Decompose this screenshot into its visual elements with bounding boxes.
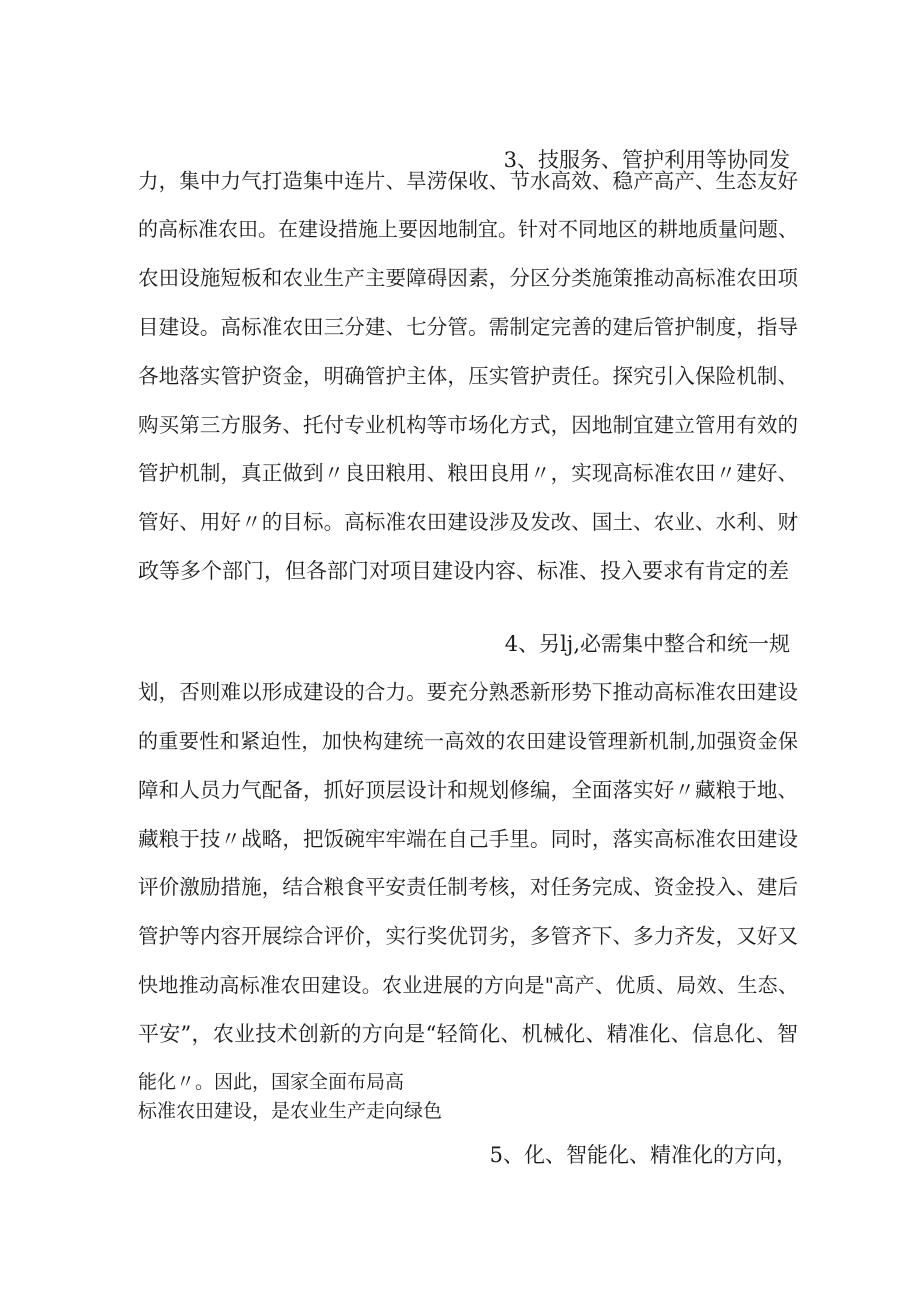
paragraph-line: 管护机制，真正做到〃良田粮用、粮田良用〃，实现高标准农田〃建好、	[138, 461, 798, 485]
paragraph-line: 购买第三方服务、托付专业机构等市场化方式，因地制宜建立管用有效的	[138, 413, 798, 437]
section-4-heading: 4、另lj,必需集中整合和统一规	[504, 632, 790, 656]
paragraph-line: 快地推动高标准农田建设。农业进展的方向是"高产、优质、局效、生态、	[138, 973, 798, 997]
paragraph-line: 农田设施短板和农业生产主要障碍因素，分区分类施策推动高标准农田项	[138, 266, 798, 290]
paragraph-line: 平安”，农业技术创新的方向是“轻简化、机械化、精准化、信息化、智	[138, 1022, 798, 1046]
paragraph-line: 政等多个部门，但各部门对项目建设内容、标准、投入要求有肯定的差	[138, 559, 789, 583]
section-3-heading: 3、技服务、管护利用等协同发	[503, 148, 790, 172]
paragraph-line: 的高标准农田。在建设措施上要因地制宜。针对不同地区的耕地质量问题、	[138, 217, 798, 241]
section-5-heading: 5、化、智能化、精准化的方向，	[489, 1143, 797, 1167]
paragraph-line: 的重要性和紧迫性，加快构建统一高效的农田建设管理新机制,加强资金保	[138, 729, 798, 753]
paragraph-line: 目建设。高标准农田三分建、七分管。需制定完善的建后管护制度，指导	[138, 315, 798, 339]
paragraph-line: 障和人员力气配备，抓好顶层设计和规划修编，全面落实好〃藏粮于地、	[138, 778, 798, 802]
paragraph-line: 力，集中力气打造集中连片、旱涝保收、节水高效、稳产高产、生态友好	[138, 169, 798, 193]
paragraph-line: 标准农田建设，是农业生产走向绿色	[138, 1100, 443, 1122]
paragraph-line: 划，否则难以形成建设的合力。要充分熟悉新形势下推动高标准农田建设	[138, 680, 798, 704]
paragraph-line: 管护等内容开展综合评价，实行奖优罚劣，多管齐下、多力齐发，又好又	[138, 924, 798, 948]
paragraph-line: 藏粮于技〃战略，把饭碗牢牢端在自己手里。同时，落实高标准农田建设	[138, 827, 798, 851]
paragraph-line: 评价激励措施，结合粮食平安责任制考核，对任务完成、资金投入、建后	[138, 875, 798, 899]
paragraph-line: 能化〃。因此，国家全面布局高	[138, 1071, 405, 1093]
paragraph-line: 各地落实管护资金，明确管护主体，压实管护责任。探究引入保险机制、	[138, 364, 798, 388]
paragraph-line: 管好、用好〃的目标。高标准农田建设涉及发改、国土、农业、水利、财	[138, 510, 798, 534]
